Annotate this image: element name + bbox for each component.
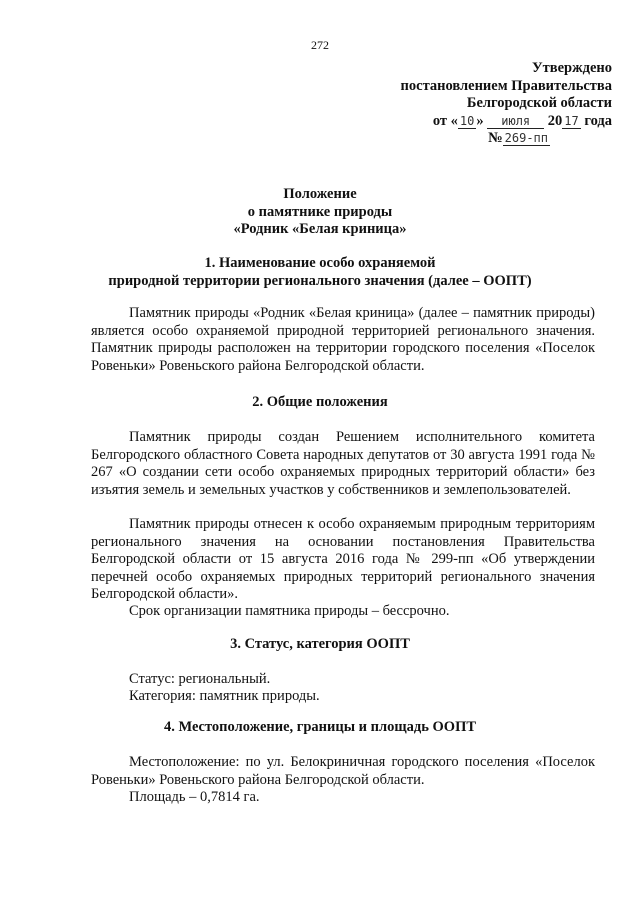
section-2-paragraph-3: Срок организации памятника природы – бессрочно. — [129, 603, 450, 619]
date-year-word: года — [584, 112, 612, 129]
date-prefix: от « — [432, 112, 458, 129]
section-2-paragraph-1: Памятник природы создан Решением исполнительного комитета Белгородского областного Совета народных депутатов от 30 августа 1991 года № 267 «О создании сети особо охраняемых природных территорий области» без изъятия земель и земельных участков у собственников и землепользователей. — [91, 429, 595, 498]
page-number: 272 — [311, 38, 329, 52]
section-1-heading-line-2: природной территории регионального значения (далее – ООПТ) — [108, 272, 532, 289]
section-3-heading: 3. Статус, категория ООПТ — [230, 636, 410, 652]
section-2-heading: 2. Общие положения — [252, 394, 388, 410]
section-4-location: Местоположение: по ул. Белокриничная городского поселения «Поселок Ровеньки» Ровеньского района Белгородской области. — [91, 754, 595, 788]
section-4-area: Площадь – 0,7814 га. — [129, 789, 260, 805]
date-month: июля — [487, 114, 544, 129]
title-line-3: «Родник «Белая криница» — [233, 221, 407, 237]
approval-line-region: Белгородской области — [466, 95, 612, 111]
section-1-paragraph: Памятник природы «Родник «Белая криница» (далее – памятник природы) является особо охраняемой природной территорией регионального значения. Памятник природы расположен на территории городского поселения «Поселок Ровеньки» Ровеньского района Белгородской области. — [91, 305, 595, 374]
section-1-heading-line-1: 1. Наименование особо охраняемой — [204, 255, 436, 271]
document-number: 269-пп — [504, 131, 548, 145]
title-line-1: Положение — [283, 186, 357, 202]
date-mid: » — [476, 112, 484, 129]
approval-date-line — [372, 113, 612, 131]
section-4-heading: 4. Местоположение, границы и площадь ООПТ — [163, 719, 477, 735]
document-title — [0, 186, 640, 239]
date-day: 10 — [459, 113, 475, 128]
approval-block — [372, 60, 612, 148]
date-year-suffix: 17 — [564, 113, 579, 128]
approval-line-resolution: постановлением Правительства — [400, 77, 612, 94]
section-3-category: Категория: памятник природы. — [129, 688, 320, 704]
date-year-prefix: 20 — [547, 112, 563, 129]
approval-number-line — [372, 130, 612, 148]
section-1-heading — [0, 255, 640, 290]
section-2-paragraph-2: Памятник природы отнесен к особо охраняемым природным территориям регионального значения на основании постановления Правительства Белгородской области от 15 августа 2016 года № 299-пп «Об утверждении перечней особо охраняемых природных территорий регионального значения Белгородской области». — [91, 516, 595, 602]
approval-line-approved: Утверждено — [532, 60, 612, 76]
number-prefix: № — [488, 130, 503, 146]
section-3-status: Статус: региональный. — [129, 671, 271, 687]
title-line-2: о памятнике природы — [247, 203, 393, 220]
